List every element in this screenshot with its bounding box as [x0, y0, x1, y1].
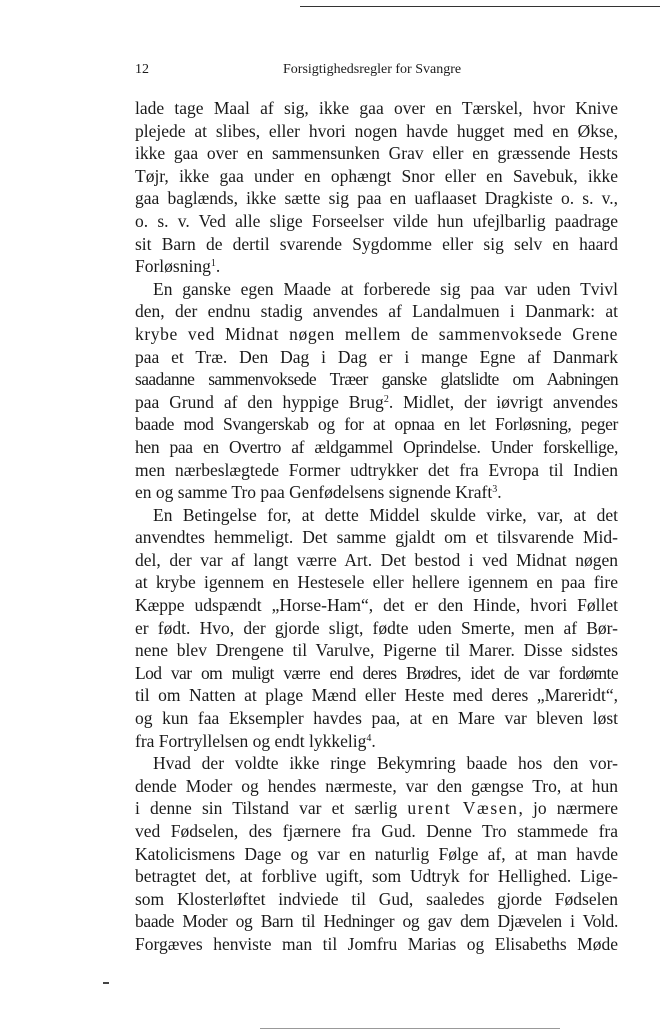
body-text: [135, 97, 618, 956]
page-header: [135, 62, 615, 82]
text-line: baade Moder og Barn til Hedninger og gav dem Djævelen i Vold.: [135, 911, 618, 932]
text-line: baade mod Svangerskab og for at opnaa en let Forløsning, peger: [135, 414, 618, 435]
text-line: ved Fødselen, des fjærnere fra Gud. Denne Tro stammede fra: [135, 821, 618, 841]
text-line: sit Barn de dertil svarende Sygdomme eller sig selv en haard: [135, 233, 618, 254]
text-line: som Klosterløftet indviede til Gud, saaledes gjorde Fødselen: [135, 888, 618, 909]
footnote-marker: 2: [383, 393, 389, 405]
footnote-marker: 4: [366, 732, 372, 744]
text-line: er født. Hvo, der gjorde sligt, fødte uden Smerte, men af Bør-: [135, 617, 618, 638]
text-line: en og samme Tro paa Genfødelsens signende Kraft$^3$.: [135, 482, 502, 503]
text-line: at krybe igennem en Hestesele eller hellere igennem en paa fire: [135, 572, 618, 593]
text-line: o. s. v. Ved alle slige Forseelser vilde hun ufejlbarlig paadrage: [135, 210, 618, 231]
text-line: [135, 391, 618, 414]
paragraph-start-line: En Betingelse for, at dette Middel skulde virke, var, at det: [153, 504, 618, 525]
text-line: nene blev Drengene til Varulve, Pigerne til Marer. Disse sidstes: [135, 640, 618, 661]
text-segment: paa Grund af den hyppige Brug: [135, 391, 384, 412]
top-rule: [300, 6, 660, 7]
text-segment: fra Fortryllelsen og endt lykkelig: [135, 730, 367, 751]
page-number: 12: [135, 62, 149, 77]
text-line: ikke gaa over en sammensunken Grav eller en græssende Hests: [135, 143, 618, 164]
footnote-marker: 1: [210, 258, 216, 270]
text-line: krybe ved Midnat nøgen mellem de sammenvoksede Grene: [135, 323, 618, 344]
text-segment: , jo nærmere: [518, 798, 618, 819]
paragraph-start-line: En ganske egen Maade at forberede sig paa var uden Tvivl: [153, 278, 618, 299]
text-line: paa et Træ. Den Dag i Dag er i mange Egne af Danmark: [135, 346, 618, 367]
text-line: hen paa en Overtro af ældgammel Oprindelse. Under forskellige,: [135, 436, 618, 457]
text-line: gaa baglænds, ikke sætte sig paa en uaflaaset Dragkiste o. s. v.,: [135, 188, 618, 209]
text-segment: Forløsning: [135, 256, 211, 277]
bottom-rule: [260, 1028, 560, 1029]
text-line: den, der endnu stadig anvendes af Landalmuen i Danmark: at: [135, 301, 618, 322]
footnote-marker: 3: [492, 484, 498, 496]
text-line: dende Moder og hendes nærmeste, var den gængse Tro, at hun: [135, 775, 618, 796]
text-line: Kæppe udspændt „Horse-Ham“, det er den Hinde, hvori Føllet: [135, 595, 618, 616]
text-line: saadanne sammenvoksede Træer ganske glatslidte om Aabningen: [135, 369, 618, 390]
text-line: til om Natten at plage Mænd eller Heste med deres „Mareridt“,: [135, 685, 618, 706]
running-title: Forsigtighedsregler for Svangre: [283, 62, 462, 77]
spaced-emphasis: urent Væsen: [407, 798, 519, 819]
text-line: Forløsning$^1$.: [135, 256, 221, 277]
text-line: del, der var af langt værre Art. Det bestod i ved Midnat nøgen: [135, 549, 618, 570]
stray-mark: [103, 982, 109, 984]
paragraph-start-line: Hvad der voldte ikke ringe Bekymring baade hos den vor-: [153, 753, 618, 774]
text-line: [135, 797, 618, 820]
text-line: Forgæves henviste man til Jomfru Marias og Elisabeths Møde: [135, 933, 618, 954]
text-line: og kun faa Eksempler havdes paa, at en Mare var bleven løst: [135, 708, 618, 729]
text-line: Lod var om muligt værre end deres Brødres, idet de var fordømte: [135, 662, 618, 683]
text-segment: i denne sin Tilstand var et særlig: [135, 798, 398, 819]
text-line: lade tage Maal af sig, ikke gaa over en Tærskel, hvor Knive: [135, 98, 618, 118]
text-line: betragtet det, at forblive ugift, som Udtryk for Hellighed. Lige-: [135, 866, 618, 887]
text-line: anvendtes hemmeligt. Det samme gjaldt om et tilsvarende Mid-: [135, 527, 618, 548]
text-segment: . Midlet, der iøvrigt anvendes: [388, 391, 618, 412]
text-line: Katolicismens Dage og var en naturlig Følge af, at man havde: [135, 843, 618, 864]
text-line: fra Fortryllelsen og endt lykkelig$^4$.: [135, 730, 376, 751]
text-line: plejede at slibes, eller hvori nogen havde hugget med en Økse,: [135, 120, 618, 141]
text-line: men nærbeslægtede Former udtrykker det fra Evropa til Indien: [135, 459, 618, 480]
text-line: Tøjr, ikke gaa under en ophængt Snor eller en Savebuk, ikke: [135, 165, 618, 186]
text-segment: en og samme Tro paa Genfødelsens signende Kraft: [135, 482, 493, 503]
